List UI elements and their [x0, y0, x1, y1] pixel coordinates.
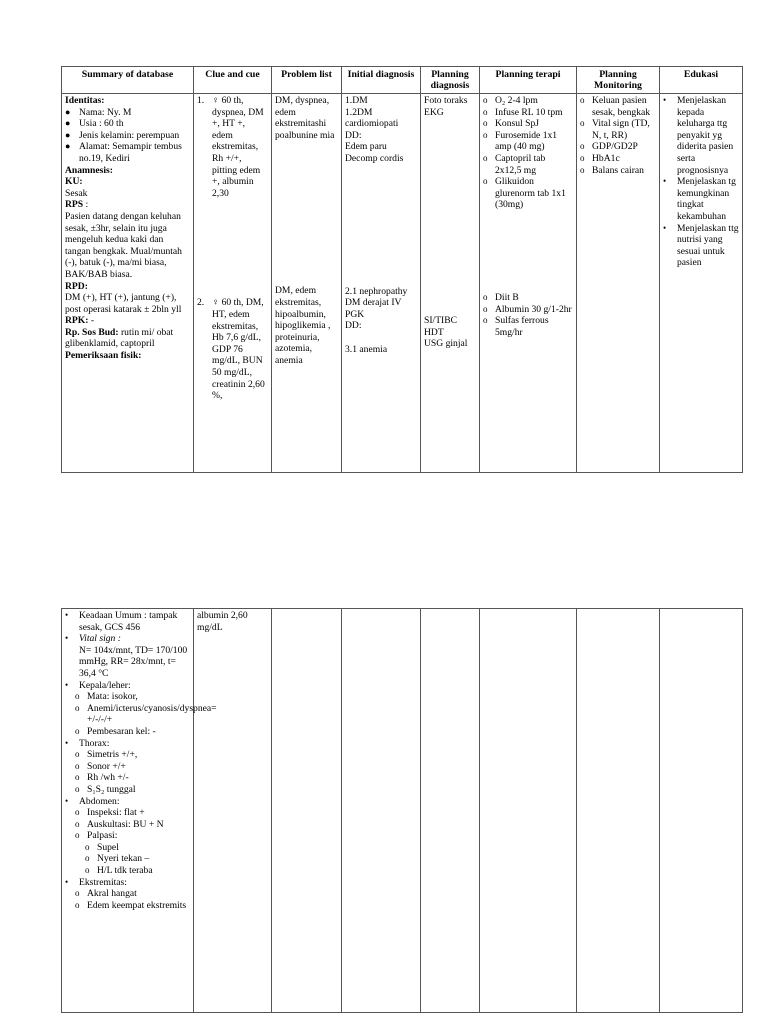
list-item: o Balans cairan — [580, 164, 644, 176]
circle-bullet-icon: o — [580, 152, 585, 163]
list-item: • Keadaan Umum : tampak sesak, GCS 456 — [65, 610, 178, 633]
planning-diagnosis-line: Foto toraks — [424, 95, 468, 106]
list-item: ● Jenis kelamin: perempuan — [65, 129, 180, 141]
empty-cell — [421, 609, 480, 1013]
circle-bullet-icon: o — [580, 118, 585, 129]
circle-bullet-icon: o — [85, 853, 90, 864]
ku-text: Sesak — [65, 187, 88, 199]
list-item: o H/L tdk teraba — [85, 865, 153, 877]
list-item: o O₂ 2-4 lpm — [483, 95, 538, 106]
bullet-icon: ● — [65, 129, 71, 140]
circle-bullet-icon: o — [580, 164, 585, 175]
list-item: o Sulfas ferrous 5mg/hr — [483, 315, 549, 338]
bullet-icon: • — [65, 795, 69, 806]
circle-bullet-icon: o — [75, 830, 80, 841]
circle-bullet-icon: o — [75, 772, 80, 783]
initial-diagnosis-cell — [342, 94, 421, 473]
circle-bullet-icon: o — [75, 807, 80, 818]
diagnosis-line: Edem paru — [345, 141, 387, 153]
planning-diagnosis-line: SI/TIBC — [424, 315, 458, 327]
circle-bullet-icon: o — [483, 315, 488, 326]
list-item: o Vital sign (TD, N, t, RR) — [580, 118, 650, 141]
list-item: o Diit B — [483, 291, 519, 303]
problem-cell — [272, 94, 342, 473]
problem-2: DM, edem ekstremitas, hipoalbumin, hipoglikemia , proteinuria, azotemia, anemia — [275, 285, 331, 366]
circle-bullet-icon: o — [75, 760, 80, 771]
clue-continuation: albumin 2,60 mg/dL — [197, 610, 248, 633]
circle-bullet-icon: o — [75, 899, 80, 910]
list-item: • Menjelaskan kepada keluharga ttg penyakit yg diderita pasien serta prognosisnya — [663, 95, 734, 176]
table-row — [62, 94, 743, 473]
pemeriksaan-fisik-label: Pemeriksaan fisik: — [65, 350, 142, 362]
planning-diagnosis-line: HDT — [424, 326, 444, 338]
list-item: o GDP/GD2P — [580, 141, 638, 153]
header-clue: Clue and cue — [194, 67, 272, 94]
rpk-line: RPK: - — [65, 315, 95, 327]
planning-diagnosis-line: USG ginjal — [424, 338, 468, 350]
bullet-icon: • — [663, 95, 667, 105]
summary-cell — [62, 94, 194, 473]
list-item: o Mata: isokor, — [75, 691, 138, 703]
list-item: • Kepala/leher: — [65, 679, 131, 691]
bullet-icon: ● — [65, 106, 71, 117]
clue-continuation-cell — [194, 609, 272, 1013]
care-plan-table-page2 — [61, 608, 743, 1013]
bullet-icon: ● — [65, 118, 71, 129]
circle-bullet-icon: o — [580, 141, 585, 152]
circle-bullet-icon: o — [483, 303, 488, 314]
physical-exam-cell — [62, 609, 217, 1013]
clue-item-2: 2. ♀ 60 th, DM, HT, edem ekstremitas, Hb 7,6 g/dL, GDP 76 mg/dL, BUN 50 mg/dL, creatinin 2,60 %, — [197, 297, 265, 402]
list-item: o S₁S₂ tunggal — [75, 783, 136, 795]
list-item: • Menjelaskan tg kemungkinan tingkat kekambuhan — [663, 176, 736, 222]
list-item: o Infuse RL 10 tpm — [483, 106, 563, 118]
rpd-label: RPD: — [65, 280, 88, 292]
header-planning-monitoring: Planning Monitoring — [577, 67, 660, 94]
circle-bullet-icon: o — [75, 702, 80, 713]
empty-cell — [660, 609, 743, 1013]
list-item: ● Alamat: Semampir tembus no.19, Kediri — [65, 141, 182, 164]
list-item: ● Usia : 60 th — [65, 118, 124, 130]
empty-cell — [577, 609, 660, 1013]
bullet-icon: • — [663, 176, 667, 187]
rps-text: Pasien datang dengan keluhan sesak, ±3hr, selain itu juga mengeluh kedua kaki dan tangan bengkak. Mual/muntah (-), batuk (-), ma/mi biasa, BAK/BAB biasa. — [65, 210, 182, 280]
edukasi-cell — [660, 94, 743, 473]
circle-bullet-icon: o — [75, 888, 80, 899]
list-item: o Pembesaran kel: - — [75, 725, 156, 737]
circle-bullet-icon: o — [483, 106, 488, 117]
diagnosis-line: 1.DM — [345, 95, 368, 106]
bullet-icon: • — [65, 610, 69, 620]
circle-bullet-icon: o — [75, 749, 80, 760]
planning-diagnosis-line: EKG — [424, 106, 444, 118]
list-item: • Vital sign : — [65, 633, 121, 645]
circle-bullet-icon: o — [75, 783, 80, 794]
bullet-icon: • — [65, 679, 69, 690]
header-summary: Summary of database — [62, 67, 194, 94]
list-item: o Akral hangat — [75, 888, 137, 900]
empty-cell — [480, 609, 577, 1013]
diagnosis-line: PGK — [345, 308, 365, 320]
identitas-label: Identitas: — [65, 95, 105, 106]
header-edukasi: Edukasi — [660, 67, 743, 94]
bullet-icon: ● — [65, 141, 71, 152]
list-item: o Sonor +/+ — [75, 760, 126, 772]
ku-label: KU: — [65, 176, 83, 188]
list-item: o Rh /wh +/- — [75, 772, 129, 784]
problem-1: DM, dyspnea, edem ekstremitashi poalbunine mia — [275, 95, 335, 141]
list-item: o Keluan pasien sesak, bengkak — [580, 95, 651, 118]
diagnosis-line: 3.1 anemia — [345, 343, 388, 355]
list-item: o Konsul SpJ — [483, 118, 539, 130]
list-item: o Albumin 30 g/1-2hr — [483, 303, 572, 315]
circle-bullet-icon: o — [75, 691, 80, 702]
diagnosis-line: 1.2DM cardiomiopati — [345, 106, 399, 130]
list-item: o Furosemide 1x1 amp (40 mg) — [483, 129, 558, 153]
rps-heading: RPS : — [65, 199, 89, 211]
circle-bullet-icon: o — [85, 865, 90, 876]
list-item: o Anemi/icterus/cyanosis/dyspnea= +/-/-/+ — [75, 702, 217, 726]
header-problem: Problem list — [272, 67, 342, 94]
planning-terapi-cell — [480, 94, 577, 473]
circle-bullet-icon: o — [483, 152, 488, 163]
bullet-icon: • — [65, 876, 69, 887]
list-item: o Auskultasi: BU + N — [75, 818, 164, 830]
circle-bullet-icon: o — [483, 176, 488, 187]
table-header-row — [62, 67, 743, 94]
bullet-icon: • — [65, 737, 69, 748]
circle-bullet-icon: o — [580, 95, 585, 105]
diagnosis-line: DD: — [345, 129, 362, 141]
circle-bullet-icon: o — [483, 129, 488, 140]
clue-cell — [194, 94, 272, 473]
list-item: o Inspeksi: flat + — [75, 807, 145, 819]
rpd-text: DM (+), HT (+), jantung (+), post operasi katarak ± 2bln yll — [65, 292, 182, 315]
bullet-icon — [65, 645, 79, 680]
planning-monitoring-cell — [577, 94, 660, 473]
empty-cell — [342, 609, 421, 1013]
bullet-icon: • — [65, 633, 69, 644]
circle-bullet-icon: o — [75, 818, 80, 829]
circle-bullet-icon: o — [85, 841, 90, 852]
diagnosis-line: 2.1 nephropathy DM derajat IV — [345, 285, 408, 309]
bullet-icon: • — [663, 222, 667, 233]
rpsos-line: Rp. Sos Bud: rutin mi/ obat glibenklamid, captopril — [65, 326, 174, 350]
care-plan-table-page1 — [61, 66, 743, 473]
anamnesis-label: Anamnesis: — [65, 164, 113, 176]
circle-bullet-icon: o — [75, 725, 80, 736]
list-item: ● Nama: Ny. M — [65, 106, 132, 118]
list-item: • Thorax: — [65, 737, 110, 749]
list-item: N= 104x/mnt, TD= 170/100 mmHg, RR= 28x/mnt, t= 36,4 °C — [65, 645, 190, 680]
list-item: • Menjelaskan ttg nutrisi yang sesuai untuk pasien — [663, 222, 739, 269]
list-item: o Edem keempat ekstremits — [75, 899, 187, 911]
empty-cell — [272, 609, 342, 1013]
list-item: o Palpasi: — [75, 830, 118, 842]
circle-bullet-icon: o — [483, 118, 488, 129]
list-item: o Nyeri tekan – — [85, 853, 150, 865]
diagnosis-line: Decomp cordis — [345, 152, 404, 164]
header-planning-terapi: Planning terapi — [480, 67, 577, 94]
circle-bullet-icon: o — [483, 291, 488, 302]
list-item: • Abdomen: — [65, 795, 120, 807]
header-planning-diagnosis: Planning diagnosis — [421, 67, 480, 94]
list-item: o Captopril tab 2x12,5 mg — [483, 152, 546, 176]
list-item: o Simetris +/+, — [75, 749, 138, 761]
table-row — [62, 609, 743, 1013]
clue-item-1: 1. ♀ 60 th, dyspnea, DM +, HT +, edem ekstremitas, Rh +/+, pitting edem +, albumin 2,30 — [197, 95, 264, 199]
header-initial-diagnosis: Initial diagnosis — [342, 67, 421, 94]
diagnosis-line: DD: — [345, 320, 362, 332]
list-item: o HbA1c — [580, 152, 620, 164]
list-item: o Glikuidon glurenorm tab 1x1 (30mg) — [483, 176, 566, 211]
circle-bullet-icon: o — [483, 95, 488, 105]
planning-diagnosis-cell — [421, 94, 480, 473]
list-item: o Supel — [85, 841, 119, 853]
list-item: • Ekstremitas: — [65, 876, 127, 888]
